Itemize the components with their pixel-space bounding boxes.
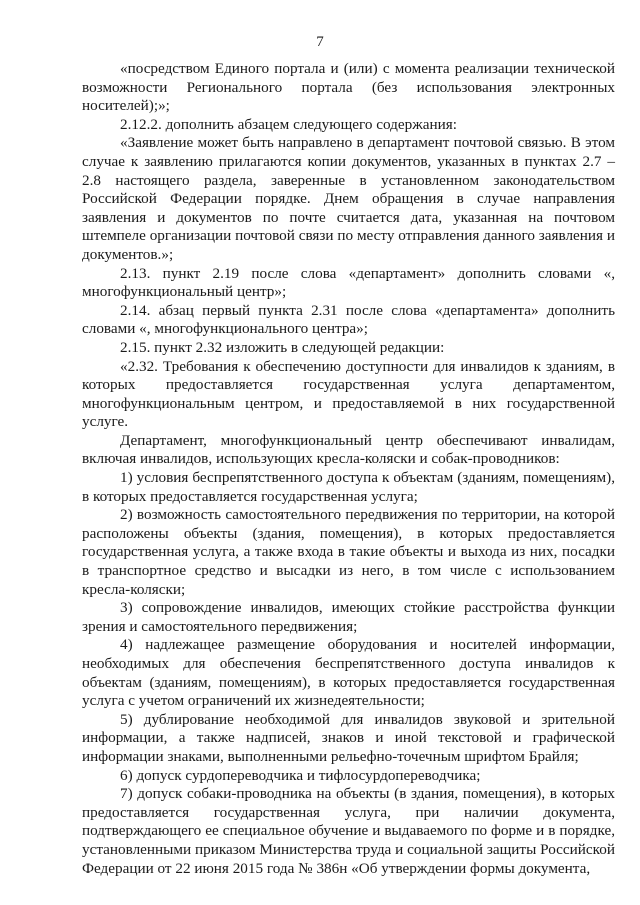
paragraph-4: 2.13. пункт 2.19 после слова «департамент» дополнить словами «, многофункциональный центр»; bbox=[82, 264, 615, 301]
paragraph-15: 7) допуск собаки-проводника на объекты (в здания, помещения), в которых предоставляется государственная услуга, при наличии документа, подтверждающего ее специальное обучение и выдаваемого по форме и в порядке, установленными приказом Министерства труда и социальной защиты Российской Федерации от 22 июня 2015 года № 386н «Об утверждении формы документа, bbox=[82, 785, 615, 877]
paragraph-6: 2.15. пункт 2.32 изложить в следующей редакции: bbox=[120, 338, 445, 356]
paragraph-7: «2.32. Требования к обеспечению доступности для инвалидов к зданиям, в которых предоставляется государственная услуга департаментом, многофункциональным центром, и предоставляемой в них государственной услуге. bbox=[82, 357, 615, 431]
paragraph-8: Департамент, многофункциональный центр обеспечивают инвалидам, включая инвалидов, использующих кресла-коляски и собак-проводников: bbox=[82, 431, 615, 468]
paragraph-9: 1) условия беспрепятственного доступа к объектам (зданиям, помещениям), в которых предоставляется государственная услуга; bbox=[82, 469, 615, 505]
paragraph-10: 2) возможность самостоятельного передвижения по территории, на которой расположены объекты (здания, помещения), в которых предоставляется государственная услуга, а также входа в такие объекты и выхода из них, посадки в транспортное средство и высадки из него, в том числе с использованием кресла-коляски; bbox=[82, 506, 615, 598]
paragraph-11: 3) сопровождение инвалидов, имеющих стойкие расстройства функции зрения и самостоятельного передвижения; bbox=[82, 599, 615, 635]
paragraph-5: 2.14. абзац первый пункта 2.31 после слова «департамента» дополнить словами «, многофункционального центра»; bbox=[82, 301, 615, 338]
paragraph-12: 4) надлежащее размещение оборудования и носителей информации, необходимых для обеспечения беспрепятственного доступа инвалидов к объектам (зданиям, помещениям), в которых предоставляется государственная услуга с учетом ограничений их жизнедеятельности; bbox=[82, 636, 615, 710]
paragraph-13: 5) дублирование необходимой для инвалидов звуковой и зрительной информации, а также надписей, знаков и иной текстовой и графической информации знаками, выполненными рельефно-точечным шрифтом Брайля; bbox=[82, 710, 615, 765]
paragraph-1: «посредством Единого портала и (или) с момента реализации технической возможности Регионального портала (без использования электронных носителей);»; bbox=[82, 60, 615, 115]
paragraph-2: 2.12.2. дополнить абзацем следующего содержания: bbox=[120, 115, 457, 133]
document-body bbox=[82, 60, 615, 878]
page-number: 7 bbox=[316, 34, 324, 50]
paragraph-14: 6) допуск сурдопереводчика и тифлосурдопереводчика; bbox=[120, 766, 481, 784]
paragraph-3: «Заявление может быть направлено в департамент почтовой связью. В этом случае к заявлению прилагаются копии документов, указанных в пунктах 2.7 – 2.8 настоящего раздела, заверенные в установленном законодательством Российской Федерации порядке. Днем обращения в случае направления заявления и документов по почте считается дата, указанная на почтовом штемпеле организации почтовой связи по месту отправления данного заявления и документов.»; bbox=[82, 134, 615, 263]
